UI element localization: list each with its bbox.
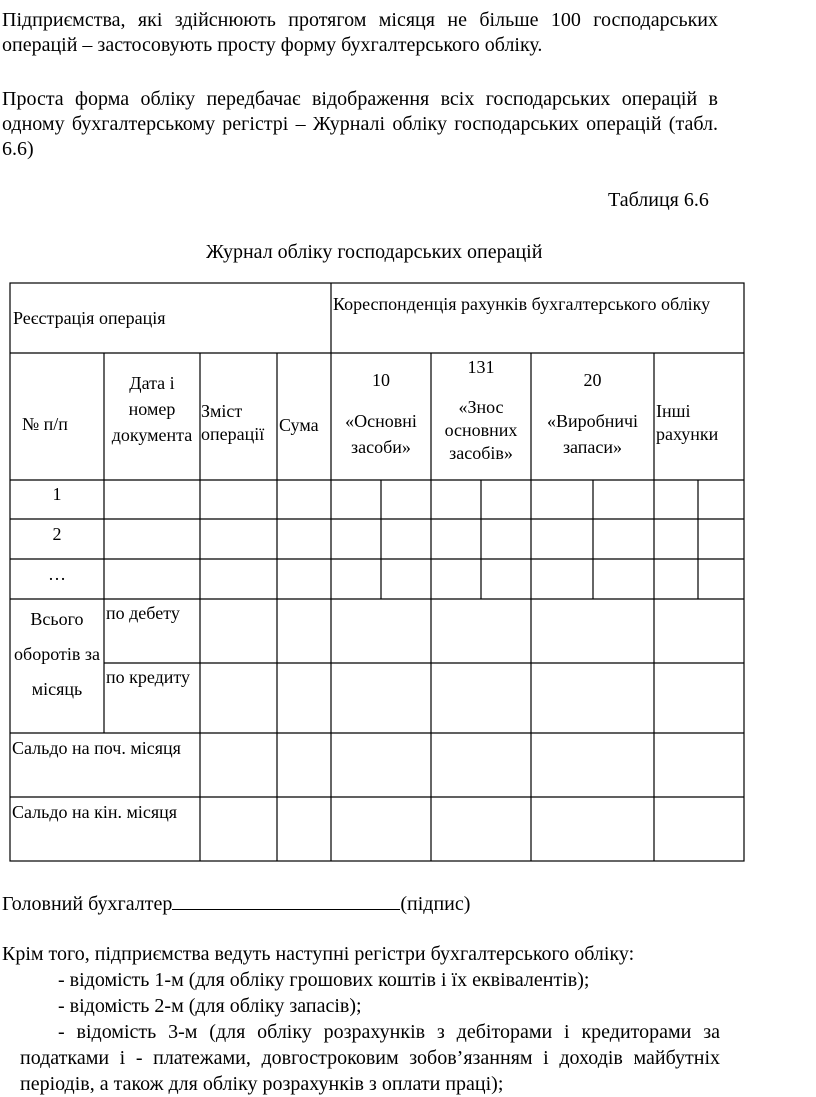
signature-line: [2, 891, 470, 917]
header-other: Інші рахунки: [656, 401, 719, 444]
table-title: Журнал обліку господарських операцій: [206, 241, 543, 263]
list-item: - відомість 2-м (для обліку запасів);: [58, 995, 362, 1017]
header-acc10-code: 10: [372, 370, 390, 390]
header-num: № п/п: [22, 414, 68, 434]
header-content: Зміст операції: [201, 401, 265, 444]
signature-blank: [172, 891, 400, 910]
header-acc20-name: «Виробничі запаси»: [546, 411, 639, 457]
intro-paragraph-2: Проста форма обліку передбачає відображення всіх господарських операцій в одному бухгалтерському регістрі – Журналі обліку господарських операцій (табл. 6.6): [2, 88, 718, 160]
header-acc20-code: 20: [583, 370, 602, 390]
totals-label: Всього оборотів за місяць: [14, 609, 100, 699]
registers-intro: Крім того, підприємства ведуть наступні регістри бухгалтерського обліку:: [2, 943, 635, 965]
table-row-num: 2: [52, 524, 62, 544]
signature-label: Головний бухгалтер: [2, 893, 173, 915]
by-debit-label: по дебету: [106, 603, 180, 623]
header-registration: Реєстрація операція: [13, 308, 166, 328]
header-sum: Сума: [279, 415, 319, 435]
list-item: - відомість 3-м (для обліку розрахунків з дебіторами і кредиторами за податками і - платежами, довгостроковим зобов’язанням і доходів майбутніх періодів, а також для обліку розрахунків з оплати праці);: [20, 1021, 720, 1095]
opening-balance-label: Сальдо на поч. місяця: [12, 738, 181, 758]
closing-balance-label: Сальдо на кін. місяця: [12, 802, 178, 822]
header-correspondence: Кореспонденція рахунків бухгалтерського обліку: [333, 294, 711, 314]
header-acc10-name: «Основні засоби»: [345, 411, 417, 457]
list-item: - відомість 1-м (для обліку грошових коштів і їх еквівалентів);: [58, 969, 590, 991]
signature-suffix: (підпис): [400, 893, 471, 915]
header-date: Дата і номер документа: [111, 373, 193, 445]
by-credit-label: по кредиту: [106, 667, 191, 687]
table-label: Таблиця 6.6: [608, 189, 709, 211]
table-row-num: 1: [52, 484, 62, 504]
intro-paragraph-1: Підприємства, які здійснюють протягом місяця не більше 100 господарських операцій – застосовують просту форму бухгалтерського обліку.: [2, 9, 718, 56]
header-acc131-code: 131: [467, 357, 495, 377]
header-acc131-name: «Знос основних засобів»: [444, 397, 518, 463]
table-row-num: …: [48, 564, 66, 584]
